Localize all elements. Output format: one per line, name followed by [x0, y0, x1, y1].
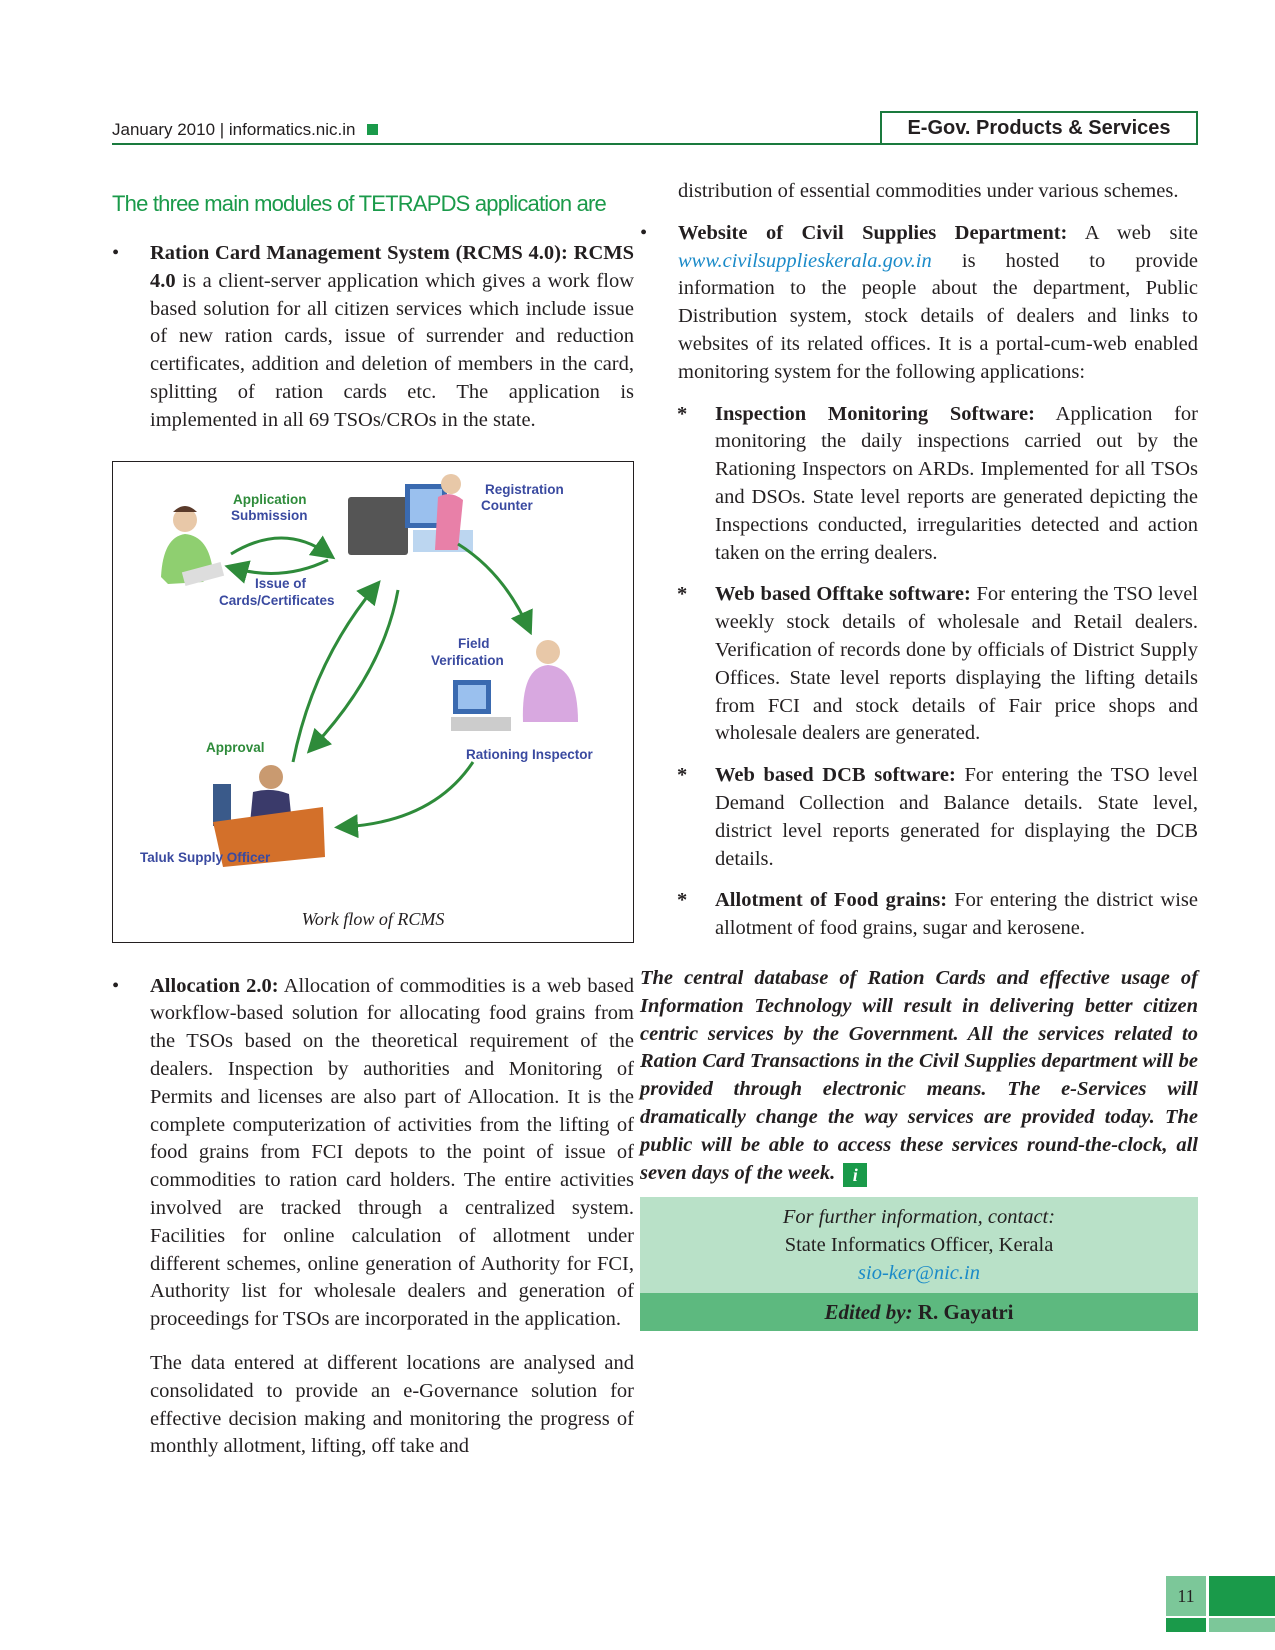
label-taluk-supply-officer: Taluk Supply Officer — [140, 849, 271, 865]
right-column — [640, 178, 1199, 1331]
contact-organization: State Informatics Officer, Kerala — [784, 1234, 1054, 1257]
item-title: Inspection Monitoring Software: — [715, 402, 1035, 425]
edited-by-bar — [640, 1293, 1198, 1331]
info-icon: i — [843, 1163, 867, 1187]
header-date-site: January 2010 | informatics.nic.in — [112, 120, 356, 139]
item-body: For entering the TSO level Demand Collection and Balance details. State level, district level reports generated for displaying the DCB details. — [715, 764, 1198, 870]
website-post: is hosted to provide information to the people about the department, Public Distribution system, stock details of dealers and links to websites of its related offices. It is a portal-cum-web enabled monitoring system for the following applications: — [678, 249, 1198, 383]
label-application-submission-2: Submission — [231, 507, 308, 523]
applicant-figure — [161, 506, 224, 586]
corner-decoration — [1209, 1618, 1275, 1632]
item-title: Web based DCB software: — [715, 764, 956, 787]
bullet-allocation — [112, 973, 634, 1462]
list-item — [640, 762, 1198, 873]
label-rationing-inspector: Rationing Inspector — [466, 746, 593, 762]
allocation-title: Allocation 2.0: — [150, 974, 279, 997]
editor-name: R. Gayatri — [912, 1300, 1014, 1325]
contact-heading: For further information, contact: — [782, 1206, 1056, 1229]
label-issue-2: Cards/Certificates — [219, 592, 335, 608]
section-heading: The three main modules of TETRAPDS application are — [112, 191, 606, 216]
list-item — [640, 887, 1198, 943]
label-issue: Issue of — [255, 575, 307, 591]
item-title: Allotment of Food grains: — [715, 889, 948, 912]
item-body: For entering the district wise allotment of food grains, sugar and kerosene. — [715, 889, 1198, 940]
header-rule — [112, 143, 1198, 145]
contact-email[interactable]: sio-ker@nic.in — [858, 1262, 980, 1285]
asterisk-icon: * — [677, 764, 688, 787]
rcms-lead: RCMS 4.0 — [150, 242, 634, 292]
bullet-icon: • — [112, 242, 120, 264]
item-body: Application for monitoring the daily inspections carried out by the Rationing Inspectors on ARDs. Implemented for all TSOs and DSOs. State level reports are generated depicting the Inspections conducted, irregularities detected and action taken on the erring dealers. — [715, 402, 1198, 564]
bullet-rcms — [112, 240, 634, 435]
bullet-icon: • — [640, 221, 648, 244]
bullet-website — [640, 220, 1198, 387]
allocation-paragraph — [150, 973, 634, 1334]
website-link[interactable]: www.civilsupplieskerala.gov.in — [678, 249, 932, 272]
allocation-body: Allocation of commodities is a web based workflow-based solution for allocating food grains from the TSOs based on the theoretical requirement of the dealers. Inspection by authorities and Monitoring of Permits and licenses are also part of Allocation. It is the complete computerization of activities from the lifting of food grains from FCI depots to the point of issue of commodities to ration card holders. The entire activities involved are tracked through a centralized system. Facilities for online calculation of allotment under different schemes, online generation of Authority for FCI, Authority list for wholesale dealers and generation of proceedings for TSOs are incorporated in the application. — [150, 974, 635, 1331]
workflow-diagram — [113, 462, 633, 942]
page-number: 11 — [1166, 1576, 1206, 1616]
header-square-icon — [367, 124, 378, 135]
header-publication — [112, 120, 378, 140]
list-item — [640, 581, 1198, 748]
corner-decoration — [1209, 1576, 1275, 1616]
asterisk-icon: * — [677, 889, 688, 912]
left-column — [112, 178, 634, 1461]
label-approval: Approval — [206, 739, 265, 755]
asterisk-icon: * — [677, 583, 688, 606]
application-list — [640, 401, 1198, 943]
edited-label: Edited by: — [824, 1300, 913, 1325]
website-paragraph — [678, 220, 1198, 387]
list-item — [640, 401, 1198, 568]
website-pre: A web site — [1067, 221, 1198, 244]
section-tab: E-Gov. Products & Services — [880, 111, 1198, 143]
conclusion-block — [640, 965, 1198, 1331]
figure-caption: Work flow of RCMS — [301, 908, 445, 929]
rcms-title: Ration Card Management System (RCMS 4.0): — [150, 242, 568, 264]
contact-box — [640, 1197, 1198, 1293]
bullet-icon: • — [112, 974, 120, 997]
continuation-paragraph: distribution of essential commodities under various schemes. — [678, 180, 1179, 202]
conclusion-paragraph — [640, 965, 1198, 1187]
label-registration-counter: Registration — [485, 481, 564, 497]
conclusion-text: The central database of Ration Cards and effective usage of Information Technology will result in delivering better citizen centric services by the Government. All the services related to Ration Card Transactions in the Civil Supplies department will be provided through electronic means. The e-Services will dramatically change the way services are provided today. The public will be able to access these services round-the-clock, all seven days of the week. — [640, 966, 1198, 1184]
rcms-workflow-figure — [112, 461, 634, 943]
website-title: Website of Civil Supplies Department: — [678, 221, 1068, 244]
allocation-continuation: The data entered at different locations are analysed and consolidated to provide an e-Governance solution for effective decision making and monitoring the progress of monthly allotment, lifting, off take and — [150, 1351, 634, 1458]
item-title: Web based Offtake software: — [715, 583, 971, 606]
registration-computer — [348, 474, 473, 555]
rcms-body: is a client-server application which gives a work flow based solution for all citizen services which include issue of new ration cards, issue of surrender and reduction certificates, addition and deletion of members in the card, splitting of ration cards etc. The application is implemented in all 69 TSOs/CROs in the state. — [150, 269, 634, 431]
label-application-submission: Application — [233, 491, 307, 507]
corner-decoration — [1166, 1618, 1206, 1632]
rcms-paragraph — [150, 240, 634, 435]
label-registration-counter-2: Counter — [481, 497, 533, 513]
item-body: For entering the TSO level weekly stock details of wholesale and Retail dealers. Verification of records done by officials of District Supply Offices. State level reports displaying the lifting details from FCI and stock details of Fair price shops and wholesale dealers are generated. — [715, 583, 1199, 745]
asterisk-icon: * — [677, 402, 688, 425]
label-field-verification: Field — [458, 635, 490, 651]
label-field-verification-2: Verification — [431, 652, 504, 668]
